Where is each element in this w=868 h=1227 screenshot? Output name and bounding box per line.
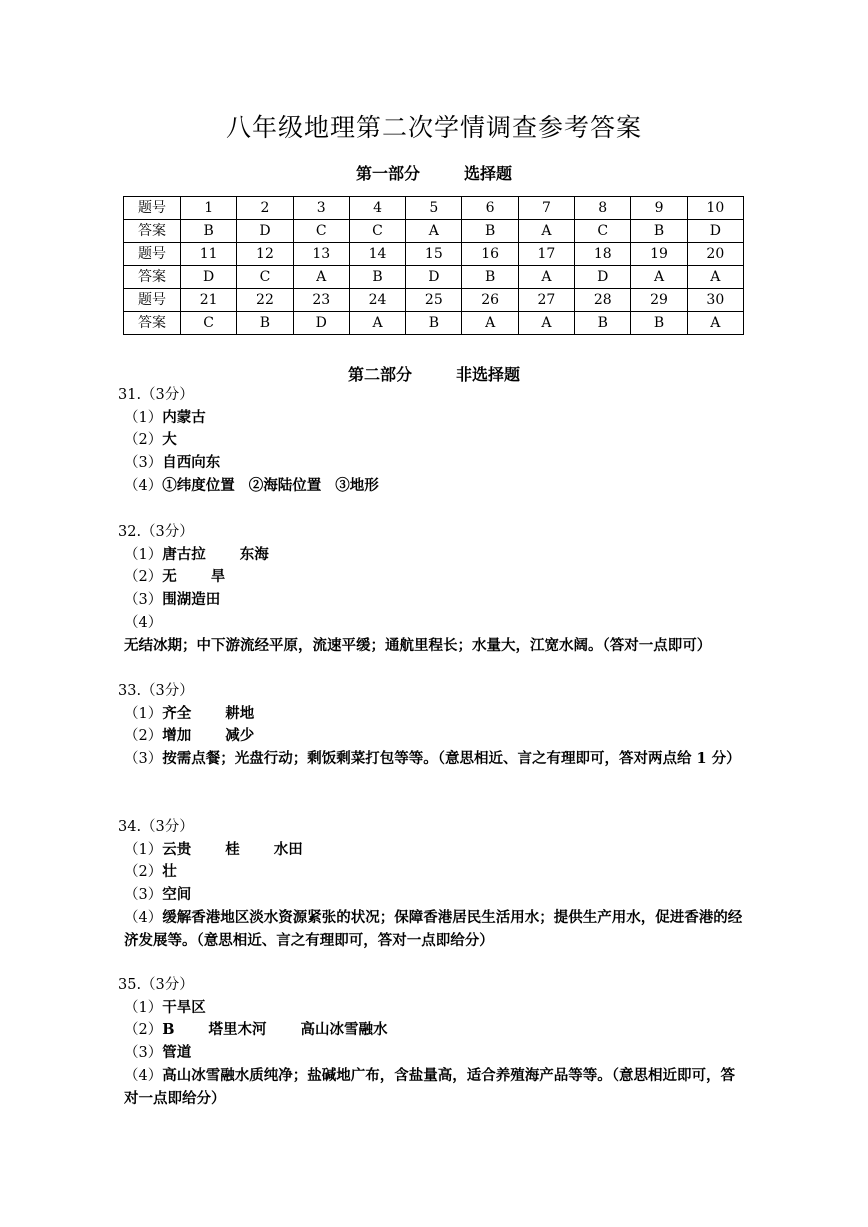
answer-cell: A: [349, 312, 405, 335]
question-number-cell: 16: [462, 243, 518, 266]
answer-text: 管道: [162, 1044, 192, 1062]
section-name-label: 非选择题: [456, 365, 521, 384]
answer-line: [124, 861, 745, 884]
sub-question-number: （2）: [124, 728, 163, 745]
sub-question-number: （1）: [124, 409, 163, 426]
answer-text: 无: [162, 568, 177, 586]
question-heading: 32.（3分）: [118, 524, 194, 540]
sub-question-number: （4）: [124, 477, 163, 494]
answer-cell: A: [518, 220, 574, 243]
answer-line: [124, 1065, 745, 1110]
answer-cell: D: [406, 266, 462, 289]
sub-question-number: （1）: [124, 999, 163, 1016]
question-number-cell: 11: [181, 243, 237, 266]
answer-cell: B: [462, 220, 518, 243]
question-heading: 31.（3分）: [118, 387, 194, 403]
answer-text: 东海: [239, 545, 269, 563]
answer-text: B: [162, 1021, 175, 1039]
sub-question-number: （2）: [124, 864, 163, 881]
table-row-question-numbers: [124, 243, 744, 266]
question-number-cell: 14: [349, 243, 405, 266]
question-number-cell: 4: [349, 197, 405, 220]
answer-cell: B: [462, 266, 518, 289]
section-title-choice: [0, 161, 868, 184]
sub-question-number: （4）: [124, 1067, 163, 1084]
table-row-answers: [124, 220, 744, 243]
answer-text: 无结冰期；中下游流经平原，流速平缓；通航里程长；水量大，江宽水阔。（答对一点即可）: [124, 636, 712, 654]
table-row-answers: [124, 312, 744, 335]
answer-cell: C: [293, 220, 349, 243]
question-number-cell: 26: [462, 289, 518, 312]
sub-question-number: （4）: [124, 614, 163, 631]
table-row-question-numbers: [124, 289, 744, 312]
answer-text: 自西向东: [162, 454, 221, 472]
question-number-cell: 10: [687, 197, 743, 220]
question-number-cell: 9: [631, 197, 687, 220]
answer-cell: A: [631, 266, 687, 289]
answer-line: [124, 589, 745, 612]
answer-line: [124, 997, 745, 1020]
answer-text: 云贵: [162, 840, 192, 858]
row-label-question: 题号: [124, 197, 181, 220]
section-title-nonchoice: [0, 362, 868, 385]
answer-text: 按需点餐；光盘行动；剩饭剩菜打包等等。（意思相近、言之有理即可，答对两点给 1 分）: [162, 750, 741, 768]
sub-question-number: （1）: [124, 546, 163, 563]
section-part-label: 第一部分: [355, 164, 420, 183]
answer-line: [124, 475, 745, 498]
answer-text: 水田: [273, 840, 303, 858]
answer-text: 缓解香港地区淡水资源紧张的状况；保障香港居民生活用水；提供生产用水，促进香港的经济发展等。（意思相近、言之有理即可，答对一点即给分）: [124, 908, 743, 949]
answer-cell: A: [406, 220, 462, 243]
table-row-answers: [124, 266, 744, 289]
question-number-cell: 19: [631, 243, 687, 266]
answer-cell: B: [406, 312, 462, 335]
row-label-answer: 答案: [124, 312, 181, 335]
answer-line: [124, 884, 745, 907]
answer-text: 增加: [162, 727, 192, 745]
question-number-cell: 30: [687, 289, 743, 312]
answer-cell: B: [237, 312, 293, 335]
question-block: [118, 680, 745, 771]
sub-question-number: （2）: [124, 1022, 163, 1039]
answer-cell: A: [518, 312, 574, 335]
answer-cell: B: [631, 312, 687, 335]
question-number-cell: 1: [181, 197, 237, 220]
answer-cell: D: [181, 266, 237, 289]
question-number-cell: 6: [462, 197, 518, 220]
row-label-answer: 答案: [124, 266, 181, 289]
answer-cell: B: [575, 312, 631, 335]
answer-cell: D: [293, 312, 349, 335]
sub-question-number: （1）: [124, 705, 163, 722]
question-number-cell: 22: [237, 289, 293, 312]
question-heading: 34.（3分）: [118, 819, 194, 835]
answer-text: 旱: [210, 568, 226, 586]
section-name-label: 选择题: [464, 164, 513, 183]
answer-text: 减少: [225, 727, 255, 745]
question-block: [118, 384, 745, 498]
question-number-cell: 7: [518, 197, 574, 220]
row-label-question: 题号: [124, 243, 181, 266]
question-block: [118, 521, 745, 657]
answer-text: 高山冰雪融水: [300, 1021, 388, 1039]
question-number-cell: 21: [181, 289, 237, 312]
question-number-cell: 28: [575, 289, 631, 312]
section-part-label: 第二部分: [347, 365, 412, 384]
answer-cell: C: [181, 312, 237, 335]
sub-question-number: （4）: [124, 909, 163, 926]
answer-cell: B: [631, 220, 687, 243]
sub-question-number: （3）: [124, 592, 163, 609]
sub-question-number: （1）: [124, 841, 163, 858]
row-label-answer: 答案: [124, 220, 181, 243]
answer-line: [124, 407, 745, 430]
answer-text: 齐全: [162, 704, 192, 722]
answer-cell: D: [237, 220, 293, 243]
answer-line: [124, 907, 745, 952]
answer-cell: B: [181, 220, 237, 243]
sub-question-number: （3）: [124, 751, 163, 768]
answer-line: [124, 429, 745, 452]
answer-line: [124, 544, 745, 567]
answer-text: ①纬度位置: [162, 476, 235, 494]
answer-text: 塔里木河: [208, 1021, 267, 1039]
answer-text: 围湖造田: [162, 591, 221, 609]
answer-text: 高山冰雪融水质纯净；盐碱地广布，含盐量高，适合养殖海产品等等。（意思相近即可，答对一点即给分）: [124, 1066, 735, 1107]
answer-line: [124, 612, 745, 657]
answer-text: 桂: [225, 840, 240, 858]
sub-question-number: （3）: [124, 455, 163, 472]
question-number-cell: 23: [293, 289, 349, 312]
question-number-cell: 24: [349, 289, 405, 312]
answer-table: [123, 196, 744, 335]
answer-line: [124, 1042, 745, 1065]
question-number-cell: 12: [237, 243, 293, 266]
answer-text: 耕地: [225, 704, 255, 722]
answer-cell: C: [237, 266, 293, 289]
question-number-cell: 3: [293, 197, 349, 220]
question-number-cell: 25: [406, 289, 462, 312]
question-number-cell: 13: [293, 243, 349, 266]
question-number-cell: 2: [237, 197, 293, 220]
answer-cell: C: [349, 220, 405, 243]
answer-text: ②海陆位置: [248, 476, 322, 494]
answer-text: 内蒙古: [162, 408, 206, 426]
question-number-cell: 8: [575, 197, 631, 220]
answer-line: [124, 725, 745, 748]
answer-text: ③地形: [335, 476, 379, 494]
answer-cell: D: [687, 220, 743, 243]
answer-line: [124, 839, 745, 862]
page-title: 八年级地理第二次学情调查参考答案: [225, 113, 642, 142]
answer-text: 干旱区: [162, 998, 206, 1016]
answer-cell: A: [687, 266, 743, 289]
row-label-question: 题号: [124, 289, 181, 312]
answer-text: 大: [162, 431, 177, 449]
sub-question-number: （2）: [124, 569, 163, 586]
question-block: [118, 816, 745, 952]
question-heading: 33.（3分）: [118, 683, 194, 699]
sub-question-number: （2）: [124, 432, 163, 449]
question-number-cell: 27: [518, 289, 574, 312]
answer-line: [124, 566, 745, 589]
question-number-cell: 5: [406, 197, 462, 220]
answer-line: [124, 452, 745, 475]
answer-line: [124, 703, 745, 726]
question-heading: 35.（3分）: [118, 977, 194, 993]
answer-cell: B: [349, 266, 405, 289]
question-number-cell: 18: [575, 243, 631, 266]
sub-question-number: （3）: [124, 1045, 163, 1062]
answer-text: 壮: [162, 863, 177, 881]
answer-cell: A: [293, 266, 349, 289]
question-block: [118, 974, 745, 1110]
answer-cell: A: [462, 312, 518, 335]
answer-text: 空间: [162, 886, 192, 904]
answer-cell: D: [575, 266, 631, 289]
answer-line: [124, 1019, 745, 1042]
question-number-cell: 29: [631, 289, 687, 312]
answer-cell: A: [518, 266, 574, 289]
answer-cell: A: [687, 312, 743, 335]
question-number-cell: 20: [687, 243, 743, 266]
answer-text: 唐古拉: [162, 545, 206, 563]
answer-line: [124, 748, 745, 771]
table-row-question-numbers: [124, 197, 744, 220]
sub-question-number: （3）: [124, 887, 163, 904]
question-number-cell: 15: [406, 243, 462, 266]
answer-cell: C: [575, 220, 631, 243]
question-number-cell: 17: [518, 243, 574, 266]
